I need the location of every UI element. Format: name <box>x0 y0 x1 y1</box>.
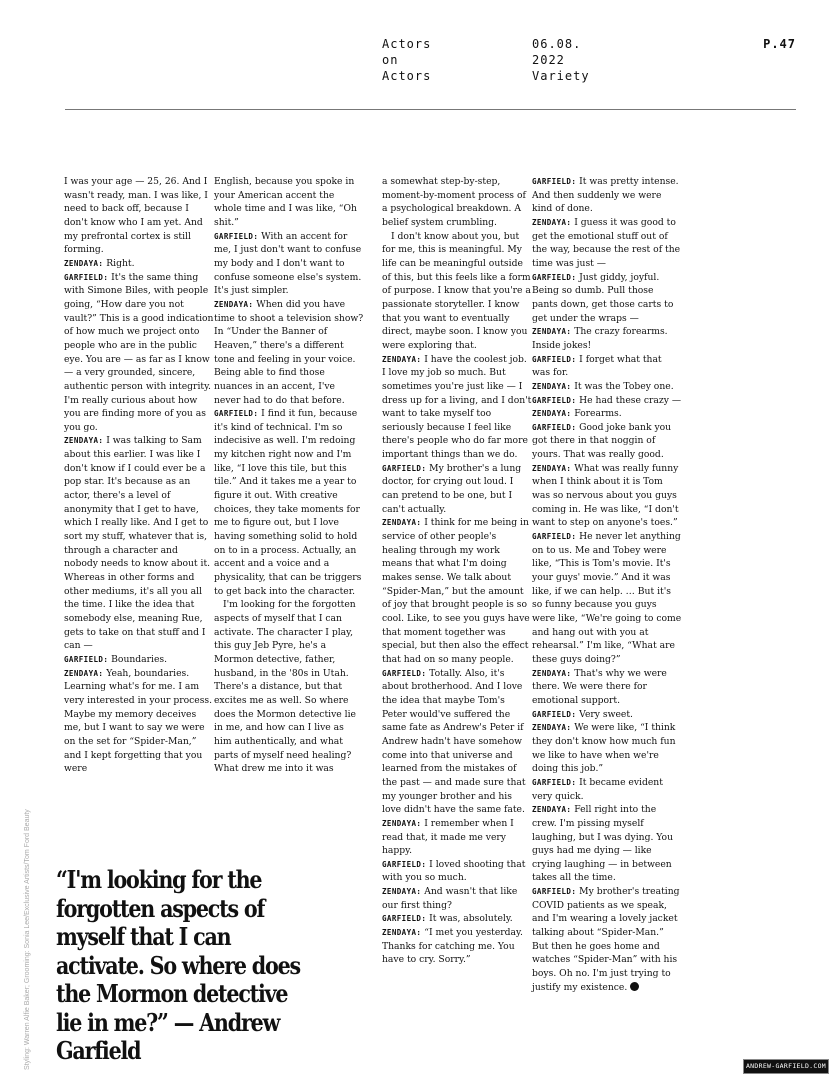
paragraph-text: My brother's treating COVID patients as we speak, and I'm wearing a lovely jacket talking about “Spider-Man.” But then he goes home and watches “Spider-Man” with his boys. Oh no. I'm just trying to justify my existence. <box>532 886 680 993</box>
paragraph <box>382 353 532 462</box>
paragraph-text: I remember when I read that, it made me very happy. <box>382 817 514 857</box>
paragraph-text: With an accent for me, I just don't want to confuse my body and I don't want to confuse someone else's system. It's just simpler. <box>214 230 362 297</box>
paragraph <box>532 462 682 530</box>
paragraph <box>532 394 682 408</box>
paragraph-text: And wasn't that like our first thing? <box>382 886 518 911</box>
paragraph <box>382 817 532 858</box>
pull-quote: “I'm looking for the forgotten aspects of myself that I can activate. So where does the Mormon detective lie in me?” — Andrew Garfield <box>56 865 300 1065</box>
speaker-label: GARFIELD: <box>382 668 427 678</box>
paragraph-text: I guess it was good to get the emotional stuff out of the way, because the rest of the time was just — <box>532 216 681 269</box>
paragraph <box>532 667 682 708</box>
paragraph-text: “I met you yesterday. Thanks for catching me. You have to cry. Sorry.” <box>382 927 523 966</box>
speaker-label: GARFIELD: <box>532 395 577 405</box>
paragraph-text: Fell right into the crew. I'm pissing myself laughing, but I was dying. You guys had me dying — like crying laughing — in between takes all the time. <box>532 804 674 884</box>
paragraph <box>214 298 364 407</box>
speaker-label: ZENDAYA: <box>382 518 422 528</box>
paragraph-text: I think for me being in service of other people's healing through my work means that what I'm doing makes sense. We talk about “Spider-Man,” but the amount of joy that brought people is so cool. Like, to see you guys have that moment together was special, but then also the effect that had on so many people. <box>382 517 530 665</box>
paragraph <box>214 598 364 776</box>
paragraph <box>532 721 682 776</box>
paragraph-text: English, because you spoke in your American accent the whole time and I was like, “Oh shit.” <box>214 176 357 228</box>
speaker-label: GARFIELD: <box>532 177 577 186</box>
speaker-label: ZENDAYA: <box>214 299 254 309</box>
paragraph <box>532 216 682 271</box>
speaker-label: ZENDAYA: <box>382 887 422 897</box>
paragraph-text: I'm looking for the forgotten aspects of myself that I can activate. The character I play, this guy Jeb Pyre, he's a Mormon detective, father, husband, in the '80s in Utah. There's a distance, but that excites me as well. So where does the Mormon detective lie in me, and how can I live as him authentically, and what parts of myself need healing? What drew me into it was <box>214 599 356 775</box>
paragraph <box>532 407 682 421</box>
paragraph <box>532 325 682 352</box>
speaker-label: ZENDAYA: <box>64 436 104 446</box>
speaker-label: ZENDAYA: <box>64 258 104 268</box>
paragraph <box>532 530 682 667</box>
speaker-label: GARFIELD: <box>382 463 427 473</box>
speaker-label: GARFIELD: <box>532 422 577 432</box>
paragraph <box>382 912 532 926</box>
text-column-4 <box>532 175 682 994</box>
paragraph <box>382 462 532 517</box>
page-header <box>0 36 836 96</box>
paragraph <box>382 926 532 967</box>
speaker-label: GARFIELD: <box>532 532 577 542</box>
issue-date: 06.08. 2022 Variety <box>532 37 590 83</box>
text-column-1 <box>64 175 214 776</box>
paragraph-text: The crazy forearms. Inside jokes! <box>532 326 668 351</box>
paragraph <box>382 885 532 912</box>
speaker-label: ZENDAYA: <box>532 805 572 815</box>
paragraph <box>382 516 532 666</box>
paragraph <box>532 271 682 326</box>
paragraph-text: Right. <box>103 257 135 269</box>
speaker-label: ZENDAYA: <box>532 463 572 473</box>
paragraph-text: My brother's a lung doctor, for crying out loud. I can pretend to be one, but I can't actually. <box>382 462 522 515</box>
paragraph-text: What was really funny when I think about it is Tom was so nervous about you guys coming in. He was like, “I don't want to step on anyone's toes.” <box>532 462 679 529</box>
section-label: Actors on Actors <box>382 37 432 83</box>
paragraph <box>532 776 682 803</box>
paragraph-text: He never let anything on to us. Me and Tobey were like, “This is Tom's movie. It's your guys' movie.” And it was like, if we can help. … But it's so funny because you guys were like, “We're going to come and hang out with you at rehearsal.” I'm like, “What are these guys doing?” <box>532 531 682 665</box>
paragraph <box>532 175 682 216</box>
text-column-2 <box>214 175 364 776</box>
header-rule <box>65 109 796 110</box>
paragraph-text: When did you have time to shoot a television show? In “Under the Banner of Heaven,” there's a different tone and feeling in your voice. Being able to find those nuances in an accent, I've never had to do that before. <box>214 298 364 406</box>
paragraph-text: I was talking to Sam about this earlier. I was like I don't know if I could ever be a pop star. It's because as an actor, there's a level of anonymity that I get to have, which I really like. And I get to sort my stuff, whatever that is, through a character and nobody needs to know about it. Whereas in other forms and other mediums, it's all you all the time. I like the idea that somebody else, meaning Rue, gets to take on that stuff and I can — <box>64 435 211 652</box>
speaker-label: ZENDAYA: <box>532 327 572 337</box>
page-number: P.47 <box>763 37 796 51</box>
paragraph-text: I have the coolest job. I love my job so much. But sometimes you're just like — I dress up for a living, and I don't want to take myself too seriously because I feel like there's people who do far more important things than we do. <box>382 353 532 461</box>
paragraph-text: It's the same thing with Simone Biles, with people going, “How dare you not vault?” This is a good indication of how much we project onto people who are in the public eye. You are — as far as I know — a very grounded, sincere, authentic person with integrity. I'm really curious about how you are finding more of you as you go. <box>64 271 214 433</box>
speaker-label: ZENDAYA: <box>382 818 422 828</box>
speaker-label: GARFIELD: <box>214 409 259 419</box>
speaker-label: ZENDAYA: <box>532 668 572 678</box>
speaker-label: ZENDAYA: <box>382 928 422 938</box>
paragraph-text: Boundaries. <box>108 653 168 665</box>
paragraph <box>382 230 532 353</box>
paragraph-text: Just giddy, joyful. Being so dumb. Pull those pants down, get those carts to get under the wraps — <box>532 271 674 324</box>
paragraph-text: It was, absolutely. <box>426 913 513 925</box>
paragraph-text: I find it fun, because it's kind of technical. I'm so indecisive as well. I'm redoing my kitchen right now and I'm like, “I love this tile, but this tile.” And it takes me a year to figure it out. With creative choices, they take moments for me to figure out, but I love having something solid to hold on to in a process. Actually, an accent and a voice and a physicality, that can be triggers to get back into the character. <box>214 408 362 597</box>
speaker-label: GARFIELD: <box>532 777 577 787</box>
paragraph-text: It was pretty intense. And then suddenly we were kind of done. <box>532 176 679 215</box>
site-watermark: ANDREW-GARFIELD.COM <box>743 1059 829 1074</box>
paragraph <box>382 858 532 885</box>
speaker-label: GARFIELD: <box>64 654 109 664</box>
paragraph-text: I don't know about you, but for me, this is meaningful. My life can be meaningful outside of this, but this feels like a form of purpose. I know that you're a passionate storyteller. I know that you want to eventually direct, maybe soon. I know you were exploring that. <box>382 230 531 351</box>
paragraph <box>214 175 364 230</box>
paragraph <box>532 353 682 380</box>
paragraph <box>532 421 682 462</box>
paragraph <box>64 175 214 257</box>
speaker-label: GARFIELD: <box>214 231 259 241</box>
paragraph-text: Yeah, boundaries. Learning what's for me. I am very interested in your process. Maybe my memory deceives me, but I want to say we were on the set for “Spider-Man,” and I kept forgetting that you were <box>64 667 213 775</box>
paragraph-text: He had these crazy — <box>576 394 682 406</box>
paragraph <box>532 380 682 394</box>
speaker-label: ZENDAYA: <box>532 217 572 227</box>
paragraph <box>64 434 214 653</box>
paragraph-text: I forget what that was for. <box>532 353 662 379</box>
paragraph-text: We were like, “I think they don't know how much fun we like to have when we're doing this job.” <box>532 722 676 775</box>
paragraph <box>214 230 364 298</box>
paragraph <box>532 885 682 994</box>
speaker-label: GARFIELD: <box>532 272 577 282</box>
speaker-label: GARFIELD: <box>532 709 577 719</box>
end-mark-icon <box>630 982 639 991</box>
paragraph <box>214 407 364 598</box>
paragraph-text: It became evident very quick. <box>532 776 663 802</box>
paragraph <box>64 653 214 667</box>
paragraph-text: Very sweet. <box>576 708 633 720</box>
paragraph-text: Totally. Also, it's about brotherhood. And I love the idea that maybe Tom's Peter would've suffered the same fate as Andrew's Peter if Andrew hadn't have somehow come into that universe and learned from the mistakes of the past — and made sure that my younger brother and his love didn't have the same fate. <box>382 667 526 816</box>
speaker-label: GARFIELD: <box>382 859 427 869</box>
speaker-label: GARFIELD: <box>382 914 427 924</box>
paragraph-text: Good joke bank you got there in that noggin of yours. That was really good. <box>532 421 672 461</box>
paragraph-text: I loved shooting that with you so much. <box>382 858 526 884</box>
speaker-label: GARFIELD: <box>532 354 577 364</box>
paragraph <box>382 667 532 817</box>
paragraph-text: That's why we were there. We were there for emotional support. <box>532 667 667 706</box>
speaker-label: ZENDAYA: <box>532 381 572 391</box>
paragraph-text: I was your age — 25, 26. And I wasn't ready, man. I was like, I need to back off, because I don't know who I am yet. And my prefrontal cortex is still forming. <box>64 176 208 256</box>
speaker-label: ZENDAYA: <box>382 354 422 364</box>
paragraph <box>532 708 682 722</box>
paragraph <box>64 271 214 435</box>
text-column-3 <box>382 175 532 967</box>
speaker-label: GARFIELD: <box>64 272 109 282</box>
speaker-label: ZENDAYA: <box>64 668 104 678</box>
paragraph <box>64 257 214 271</box>
speaker-label: GARFIELD: <box>532 887 577 897</box>
paragraph-text: Forearms. <box>571 408 622 420</box>
speaker-label: ZENDAYA: <box>532 409 572 419</box>
paragraph-text: It was the Tobey one. <box>571 380 674 392</box>
paragraph <box>532 803 682 885</box>
photo-credit: Styling: Warren Alfie Baker; Grooming: Sonia Lee/Exclusive Artists/Tom Ford Beauty <box>24 809 31 1070</box>
paragraph <box>382 175 532 230</box>
paragraph-text: a somewhat step-by-step, moment-by-moment process of a psychological breakdown. A belief system crumbling. <box>382 176 526 228</box>
paragraph <box>64 667 214 776</box>
speaker-label: ZENDAYA: <box>532 723 572 733</box>
